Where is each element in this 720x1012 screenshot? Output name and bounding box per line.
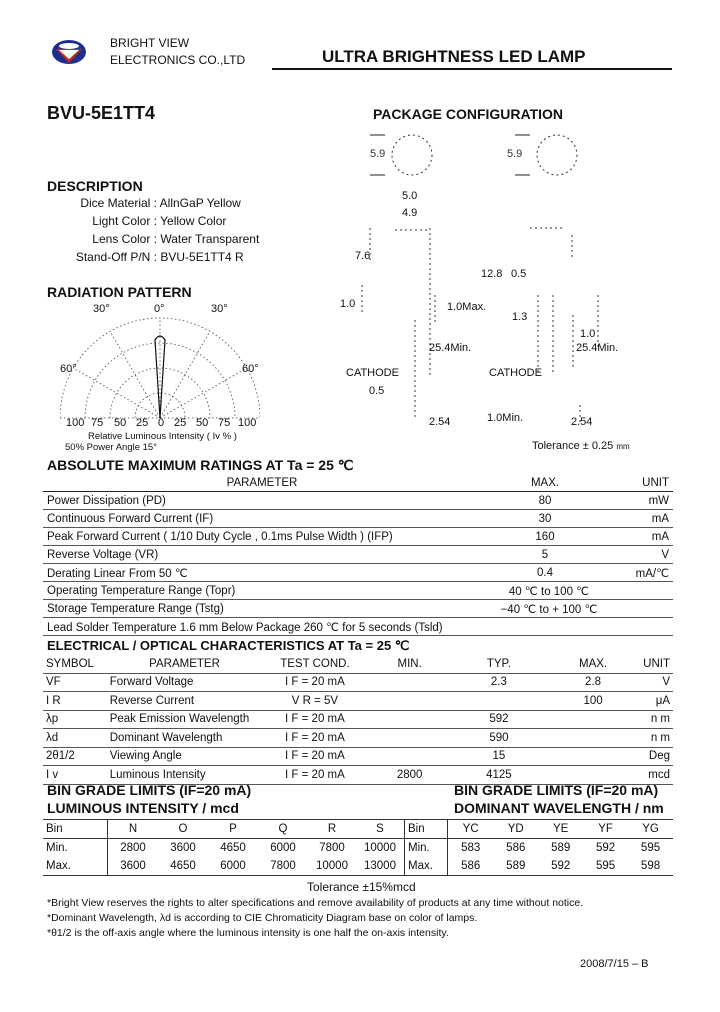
cell-max: 2.8: [546, 673, 640, 692]
description-label: Lens Color :: [92, 232, 157, 246]
abs-max-table: [43, 474, 673, 636]
company-name-line1: BRIGHT VIEW: [110, 36, 190, 50]
bin-cell: YD: [493, 820, 538, 839]
package-title: PACKAGE CONFIGURATION: [373, 106, 564, 122]
cell-cond: I F = 20 mA: [262, 766, 367, 785]
cell-symbol: I v: [43, 766, 107, 785]
scale-tick: 75: [218, 417, 231, 429]
cathode-label-b: CATHODE: [489, 367, 542, 379]
bin-cell: 7800: [270, 860, 296, 872]
cell-typ: 4125: [452, 766, 546, 785]
cell-cond: I F = 20 mA: [262, 747, 367, 766]
abs-max-title: ABSOLUTE MAXIMUM RATINGS AT Ta = 25 ℃: [47, 457, 354, 473]
cell-cond: I F = 20 mA: [262, 673, 367, 692]
bin-cell: YC: [448, 820, 494, 839]
table-header-row: [43, 655, 673, 673]
cell-param: Storage Temperature Range (Tstg): [43, 600, 481, 618]
bin-cell: Bin: [405, 820, 448, 839]
cell-typ: 15: [452, 747, 546, 766]
cell-param: Peak Forward Current ( 1/10 Duty Cycle , 0.1ms Pulse Width ) (IFP): [43, 528, 481, 546]
note-item: *θ1/2 is the off-axis angle where the luminous intensity is one half the on-axis intensity.: [47, 927, 449, 939]
bin-cell: P: [208, 820, 258, 839]
cell-max: 100: [546, 692, 640, 711]
cell-max: 30: [481, 510, 609, 528]
cell-param: Operating Temperature Range (Topr): [43, 582, 481, 600]
cell-symbol: λd: [43, 729, 107, 748]
cell-param: Forward Voltage: [107, 673, 263, 692]
bin-left-title2: LUMINOUS INTENSITY / mcd: [47, 800, 239, 816]
dim-25-4-min-a: 25.4Min.: [429, 342, 472, 354]
description-row: [47, 214, 347, 232]
bin-tolerance: Tolerance ±15%mcd: [307, 880, 416, 894]
bin-cell: O: [158, 820, 208, 839]
package-tolerance-value: Tolerance ± 0.25: [532, 440, 614, 452]
cell-unit: μA: [640, 692, 673, 711]
dim-2-54-a: 2.54: [429, 416, 451, 428]
scale-tick: 75: [91, 417, 104, 429]
scale-tick: 100: [66, 417, 85, 429]
cell-param: Reverse Voltage (VR): [43, 546, 481, 564]
bin-cell: 4650: [170, 860, 196, 872]
bin-cell: Max.: [43, 857, 108, 876]
dim-2-54-b: 2.54: [571, 416, 593, 428]
bin-cell: Q: [258, 820, 308, 839]
scale-tick: 0: [158, 417, 165, 429]
table-row: [43, 747, 673, 766]
table-row: [43, 510, 673, 528]
bin-cell: 598: [640, 860, 661, 872]
cell-typ: 2.3: [452, 673, 546, 692]
cell-max: 80: [481, 492, 609, 510]
cell-max: 0.4: [481, 564, 609, 582]
cell-max: 40 ℃ to 100 ℃: [481, 582, 673, 600]
angle-60-left: 60°: [60, 363, 77, 375]
package-tolerance: [532, 440, 630, 452]
scale-tick: 25: [136, 417, 149, 429]
bin-cell: 4650: [220, 842, 246, 854]
table-row: [43, 710, 673, 729]
bin-cell: Max.: [405, 857, 448, 876]
cell-param: Derating Linear From 50 ℃: [43, 564, 481, 582]
cell-min: [367, 673, 451, 692]
cell-symbol: λp: [43, 710, 107, 729]
description-value: Water Transparent: [160, 232, 260, 246]
power-angle-label: 50% Power Angle 15°: [65, 442, 157, 453]
table-row: [43, 692, 673, 711]
bin-cell: 586: [506, 842, 526, 854]
cell-typ: [452, 692, 546, 711]
angle-30-right: 30°: [211, 303, 228, 315]
cell-typ: 590: [452, 729, 546, 748]
dim-12-8: 12.8: [481, 268, 503, 280]
cell-unit: mcd: [640, 766, 673, 785]
bin-right-title2: DOMINANT WAVELENGTH / nm: [454, 800, 664, 816]
dim-5-9-b: 5.9: [507, 148, 523, 160]
bin-cell: 3600: [170, 842, 196, 854]
table-row: [43, 492, 673, 510]
col-unit: UNIT: [609, 474, 673, 492]
col-typ: TYP.: [452, 655, 546, 673]
col-unit: UNIT: [640, 655, 673, 673]
cell-unit: mA: [609, 528, 673, 546]
document-title: ULTRA BRIGHTNESS LED LAMP: [322, 47, 586, 66]
bin-cell: 6000: [270, 842, 296, 854]
bin-row: [43, 839, 673, 858]
bin-cell: YE: [538, 820, 583, 839]
cell-max: 160: [481, 528, 609, 546]
bin-cell: 10000: [356, 839, 405, 858]
bin-cell: 10000: [316, 860, 348, 872]
bin-cell: 592: [551, 860, 571, 872]
cell-param: Viewing Angle: [107, 747, 263, 766]
radiation-polar-chart: [60, 300, 260, 420]
description-title: DESCRIPTION: [47, 178, 143, 194]
bin-cell: 589: [506, 860, 526, 872]
dim-1-0-max: 1.0Max.: [447, 301, 487, 313]
col-parameter: PARAMETER: [43, 474, 481, 492]
cell-param: Reverse Current: [107, 692, 263, 711]
cell-param: Peak Emission Wavelength: [107, 710, 263, 729]
table-row: [43, 673, 673, 692]
table-row: [43, 564, 673, 582]
package-tolerance-unit: mm: [616, 442, 630, 451]
bin-cell: Min.: [405, 839, 448, 858]
cell-unit: n m: [640, 710, 673, 729]
cell-unit: V: [640, 673, 673, 692]
description-value: BVU-5E1TT4 R: [160, 250, 244, 264]
note-item: *Dominant Wavelength, λd is according to CIE Chromaticity Diagram base on color of lamps.: [47, 912, 478, 924]
cell-max: [546, 747, 640, 766]
dim-0-5-a: 0.5: [511, 268, 527, 280]
cell-min: [367, 692, 451, 711]
scale-tick: 100: [238, 417, 257, 429]
table-row: [43, 729, 673, 748]
table-header-row: [43, 474, 673, 492]
cell-min: [367, 729, 451, 748]
dim-7-6: 7.6: [355, 250, 371, 262]
note-item: *Bright View reserves the rights to alter specifications and remove availability of products at any time without notice.: [47, 897, 584, 909]
description-label: Light Color :: [92, 214, 157, 228]
dim-25-4-min-b: 25.4Min.: [576, 342, 619, 354]
cell-max: 5: [481, 546, 609, 564]
cell-unit: V: [609, 546, 673, 564]
bin-cell: S: [356, 820, 405, 839]
cell-param: Power Dissipation (PD): [43, 492, 481, 510]
dim-5-0: 5.0: [402, 190, 418, 202]
bin-cell: 586: [461, 860, 481, 872]
bin-cell: 583: [461, 842, 481, 854]
bin-cell: Bin: [43, 820, 108, 839]
package-drawing: [340, 125, 670, 455]
bin-left-title1: BIN GRADE LIMITS (IF=20 mA): [47, 782, 252, 798]
footer-date: 2008/7/15 – B: [580, 958, 649, 970]
company-name-line2: ELECTRONICS CO.,LTD: [110, 53, 246, 67]
cell-unit: mA: [609, 510, 673, 528]
bin-row: [43, 820, 673, 839]
scale-tick: 25: [174, 417, 187, 429]
bin-right-title1: BIN GRADE LIMITS (IF=20 mA): [454, 782, 659, 798]
cell-typ: 592: [452, 710, 546, 729]
col-parameter: PARAMETER: [107, 655, 263, 673]
scale-tick: 50: [114, 417, 127, 429]
bin-cell: 592: [595, 842, 616, 854]
cell-param: Luminous Intensity: [107, 766, 263, 785]
scale-tick: 50: [196, 417, 209, 429]
cell-min: 2800: [367, 766, 451, 785]
bin-table: [43, 819, 673, 876]
bin-cell: YG: [628, 820, 673, 839]
bin-cell: 7800: [319, 842, 345, 854]
angle-60-right: 60°: [242, 363, 259, 375]
description-list: [47, 196, 347, 268]
cell-min: [367, 747, 451, 766]
cell-unit: mA/℃: [609, 564, 673, 582]
col-max: MAX.: [546, 655, 640, 673]
notes: [47, 896, 583, 941]
bin-cell: 595: [640, 842, 661, 854]
angle-30-left: 30°: [93, 303, 110, 315]
dim-1-0-min: 1.0Min.: [487, 412, 524, 424]
elec-title: ELECTRICAL / OPTICAL CHARACTERISTICS AT Ta = 25 ℃: [47, 638, 410, 653]
dim-1-0-b: 1.0: [580, 328, 596, 340]
cell-max: [546, 729, 640, 748]
description-value: Yellow Color: [160, 214, 227, 228]
dim-5-9-a: 5.9: [370, 148, 386, 160]
description-label: Stand-Off P/N :: [75, 250, 157, 264]
dim-1-0-a: 1.0: [340, 298, 356, 310]
bin-cell: N: [108, 820, 159, 839]
cell-max: [546, 710, 640, 729]
title-underline: [272, 68, 672, 70]
radiation-xlabel: Relative Luminous Intensity ( Iv % ): [88, 431, 237, 442]
bin-cell: 589: [551, 842, 571, 854]
cell-param: Continuous Forward Current (IF): [43, 510, 481, 528]
cell-solder: Lead Solder Temperature 1.6 mm Below Package 260 ℃ for 5 seconds (Tsld): [43, 618, 673, 636]
table-row: [43, 582, 673, 600]
angle-0: 0°: [154, 303, 165, 315]
dim-0-5-b: 0.5: [369, 385, 385, 397]
cathode-label-a: CATHODE: [346, 367, 399, 379]
cell-symbol: 2θ1/2: [43, 747, 107, 766]
cell-symbol: I R: [43, 692, 107, 711]
cell-min: [367, 710, 451, 729]
description-row: [47, 232, 347, 250]
elec-table: [43, 655, 673, 785]
cell-cond: I F = 20 mA: [262, 710, 367, 729]
bin-cell: YF: [583, 820, 628, 839]
description-row: [47, 250, 347, 268]
bin-row: [43, 857, 673, 876]
dim-1-3: 1.3: [512, 311, 528, 323]
cell-symbol: VF: [43, 673, 107, 692]
description-value: AllnGaP Yellow: [159, 196, 241, 210]
bin-cell: 3600: [120, 860, 146, 872]
company-logo: [50, 38, 88, 66]
cell-unit: Deg: [640, 747, 673, 766]
cell-cond: V R = 5V: [262, 692, 367, 711]
dim-4-9: 4.9: [402, 207, 418, 219]
table-row: [43, 528, 673, 546]
part-number: BVU-5E1TT4: [47, 103, 156, 123]
cell-param: Dominant Wavelength: [107, 729, 263, 748]
table-row: [43, 546, 673, 564]
bin-cell: 13000: [356, 857, 405, 876]
bin-cell: 2800: [120, 842, 146, 854]
col-test-cond: TEST COND.: [262, 655, 367, 673]
description-row: [47, 196, 347, 214]
table-row: [43, 600, 673, 618]
cell-max: −40 ℃ to + 100 ℃: [481, 600, 673, 618]
col-min: MIN.: [367, 655, 451, 673]
bin-cell: 6000: [220, 860, 246, 872]
radiation-title: RADIATION PATTERN: [47, 284, 192, 300]
col-symbol: SYMBOL: [43, 655, 107, 673]
bin-cell: 595: [595, 860, 616, 872]
cell-cond: I F = 20 mA: [262, 729, 367, 748]
bin-cell: R: [308, 820, 356, 839]
cell-unit: mW: [609, 492, 673, 510]
description-label: Dice Material :: [80, 196, 157, 210]
col-max: MAX.: [481, 474, 609, 492]
bin-cell: Min.: [43, 839, 108, 858]
cell-unit: n m: [640, 729, 673, 748]
table-row: [43, 618, 673, 636]
